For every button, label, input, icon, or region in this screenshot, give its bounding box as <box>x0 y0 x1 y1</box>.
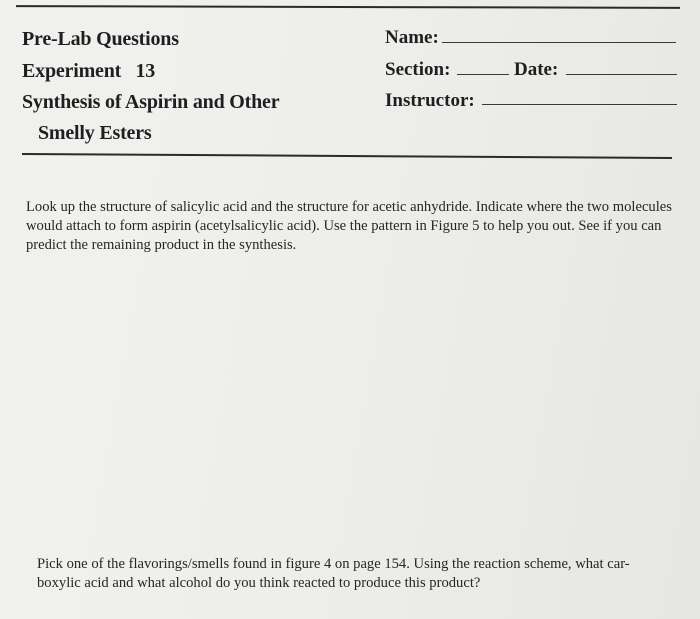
header-rule <box>22 153 672 159</box>
instructor-field-line[interactable] <box>482 104 677 105</box>
date-field-line[interactable] <box>566 74 677 75</box>
section-field-line[interactable] <box>457 74 509 75</box>
name-field-line[interactable] <box>442 42 676 43</box>
instructor-label: Instructor: <box>385 90 475 111</box>
top-rule <box>16 5 680 9</box>
experiment-number: Experiment 13 <box>22 60 156 82</box>
name-label: Name: <box>385 27 439 48</box>
experiment-title-line2: Smelly Esters <box>38 122 152 144</box>
question-1-text: Look up the structure of salicylic acid and the structure for acetic anhydride. Indicate where the two molecules would attach to form aspirin (acetylsalicylic acid). Use the pattern in Figure 5 to help you out. See if you can predict the remaining product in the synthesis. <box>26 199 672 253</box>
date-label: Date: <box>514 59 559 80</box>
section-label: Section: <box>385 59 451 80</box>
question-1-answer-area[interactable] <box>26 262 676 542</box>
page-title: Pre-Lab Questions <box>22 28 179 50</box>
experiment-title-line1: Synthesis of Aspirin and Other <box>22 91 280 113</box>
question-2-text: Pick one of the flavorings/smells found in figure 4 on page 154. Using the reaction scheme, what car-boxylic acid and what alcohol do you think reacted to produce this product? <box>37 556 630 591</box>
